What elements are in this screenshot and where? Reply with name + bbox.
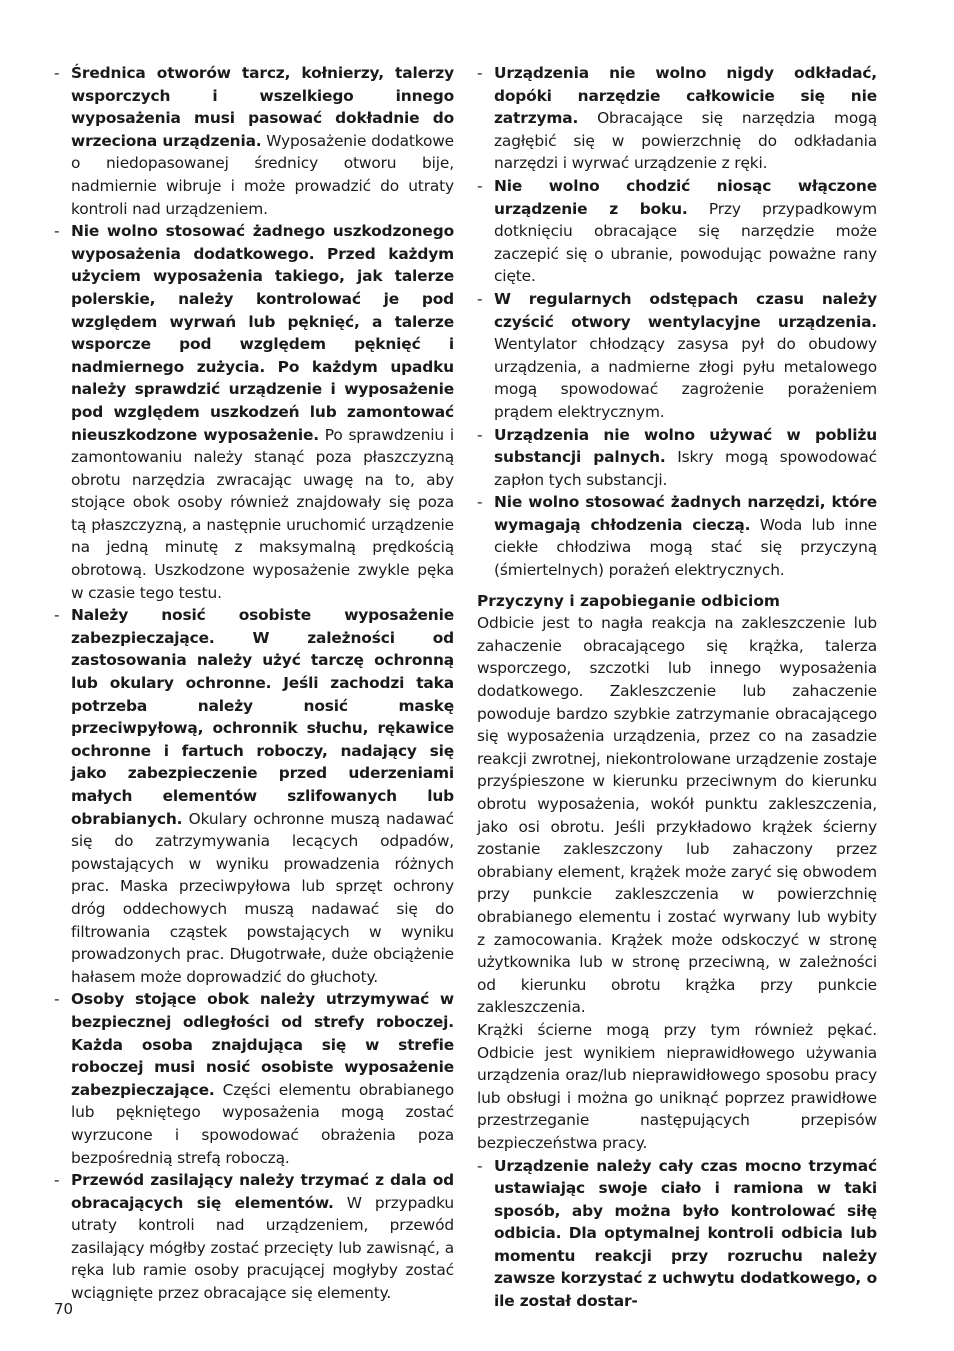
list-item — [54, 1169, 454, 1305]
bullet-dash: - — [54, 606, 60, 625]
item-bold: Nie wolno chodzić niosąc włączone urządzenie z boku. — [494, 176, 877, 218]
bullet-dash: - — [477, 176, 483, 195]
bullet-dash: - — [477, 1156, 483, 1175]
paragraph: Odbicie jest to nagła reakcja na zakleszczenie lub zahaczenie obracającego się krążka, talerza wsporczego, szczotki lub innego wyposażenia dodatkowego. Zakleszczenie lub zahaczenie powoduje bardzo szybkie zatrzymanie obracającego się wyposażenia urządzenia, przez co na zasadzie reakcji zwrotnej, niekontrolowane urządzenie zostaje przyśpieszone w kierunku przeciwnym do kierunku obrotu wyposażenia, wokół punktu zakleszczenia, jako osi obrotu. Jeśli przykładowo krążek ścierny zostanie zakleszczony lub zahaczony przez obrabiany element, krążek może zaryć się obwodem przy punkcie zakleszczenia w powierzchnię obrabianego elementu i zostać wyrwany lub wybity z zamocowania. Krążek może odskoczyć w stronę użytkownika lub w stronę przeciwną, w zależności od kierunku obrotu krążka przy punkcie zakleszczenia. — [477, 614, 877, 1017]
item-bold: Osoby stojące obok należy utrzymywać w bezpiecznej odległości od strefy roboczej. Każda osoba znajdująca się w strefie roboczej musi nosić osobiste wyposażenie zabezpieczające. — [71, 990, 454, 1099]
item-bold: Nie wolno stosować żadnego uszkodzonego wyposażenia dodatkowego. Przed każdym użyciem wyposażenia takiego, jak talerze polerskie, należy kontrolować je pod względem wyrwań lub pęknięć, a talerze wsporcze pod względem pęknięć i nadmiernego zużycia. Po każdym upadku należy sprawdzić urządzenie i wyposażenie pod względem uszkodzeń lub zamontować nieuszkodzone wyposażenie. — [71, 222, 454, 444]
list-item — [477, 424, 877, 492]
item-text: Okulary ochronne muszą nadawać się do zatrzymywania lecących odpadów, powstających w wyniku prowadzenia różnych prac. Maska przeciwpyłowa lub sprzęt ochrony dróg oddechowych muszą nadawać się do filtrowania cząstek powstających w wyniku prowadzonych prac. Długotrwałe, duże obciążenie hałasem może doprowadzić do głuchoty. — [71, 809, 454, 986]
bullet-dash: - — [54, 64, 60, 82]
bullet-dash: - — [477, 493, 483, 512]
item-bold: W regularnych odstępach czasu należy czyścić otwory wentylacyjne urządzenia. — [494, 289, 877, 331]
bullet-dash: - — [477, 64, 483, 82]
item-bold: Średnica otworów tarcz, kołnierzy, talerzy wsporczych i wszelkiego innego wyposażenia musi pasować dokładnie do wrzeciona urządzenia. — [71, 64, 454, 150]
item-bold: Nie wolno stosować żadnych narzędzi, które wymagają chłodzenia cieczą. — [494, 493, 877, 534]
bullet-dash: - — [54, 222, 60, 241]
item-bold: Urządzenia nie wolno używać w pobliżu substancji palnych. — [494, 425, 877, 467]
item-text: W przypadku utraty kontroli nad urządzeniem, przewód zasilający mógłby zostać przecięty lub zawisnąć, a ręka lub ramie osoby pracującej mogłyby zostać wciągnięte przez obracające się elementy. — [71, 1193, 455, 1303]
item-text: Iskry mogą spowodować zapłon tych substancji. — [494, 448, 877, 489]
section-heading: Przyczyny i zapobieganie odbiciom — [477, 591, 780, 610]
list-item — [54, 62, 454, 220]
list-item — [477, 1155, 877, 1313]
list-item — [477, 175, 877, 288]
list-item — [54, 220, 454, 604]
bullet-dash: - — [54, 1171, 60, 1190]
list-item — [54, 988, 454, 1169]
bullet-dash: - — [54, 990, 60, 1009]
right-column — [477, 62, 877, 1313]
item-bold: Urządzenia nie wolno nigdy odkładać, dopóki narzędzie całkowicie się nie zatrzyma. — [494, 64, 877, 128]
item-text: Po sprawdzeniu i zamontowaniu należy stanąć poza płaszczyzną obrotu narzędzia zwracając uwagę na to, aby stojące obok osoby również znajdowały się poza tą płaszczyzną, a następnie uruchomić urządzenie na jedną minutę z maksymalną prędkością obrotową. Uszkodzone wyposażenie zwykle pęka w czasie tego testu. — [71, 425, 454, 602]
list-item — [477, 62, 877, 175]
item-bold: Należy nosić osobiste wyposażenie zabezpieczające. W zależności od zastosowania należy użyć tarczę ochronną lub okulary ochronne. Jeśli zachodzi taka potrzeba należy nosić maskę przeciwpyłową, ochronnik słuchu, rękawice ochronne i fartuch roboczy, nadający się jako zabezpieczenie przed uderzeniami małych elementów szlifowanych lub obrabianych. — [71, 606, 454, 828]
bullet-dash: - — [477, 425, 483, 444]
item-text: Obracające się narzędzia mogą zagłębić się w powierzchnię do odkładania narzędzi i wyrwać urządzenie z ręki. — [494, 109, 877, 173]
item-text: Wentylator chłodzący zasysa pył do obudowy urządzenia, a nadmierne złogi pyłu metalowego mogą spowodować zagrożenie porażeniem prądem elektrycznym. — [494, 335, 877, 421]
item-text: Wyposażenie dodatkowe o niedopasowanej średnicy otworu bije, nadmiernie wibruje i może prowadzić do utraty kontroli nad urządzeniem. — [71, 131, 455, 218]
item-bold: Przewód zasilający należy trzymać z dala od obracających się elementów. — [71, 1171, 454, 1212]
item-text: Przy przypadkowym dotknięciu obracające się narzędzie może zaczepić się o ubranie, powodując poważne rany cięte. — [494, 199, 877, 286]
list-item — [477, 491, 877, 581]
item-text: Woda lub inne ciekłe chłodziwa mogą stać się przyczyną (śmiertelnych) porażeń elektrycznych. — [494, 515, 877, 580]
paragraph: Krążki ścierne mogą przy tym również pękać. Odbicie jest wynikiem nieprawidłowego używania urządzenia oraz/lub nieprawidłowego sposobu pracy lub obsługi i można go uniknąć poprzez prawidłowe przestrzeganie następujących przepisów bezpieczeństwa pracy. — [477, 1020, 877, 1152]
item-text: Części elementu obrabianego lub pękniętego wyposażenia mogą zostać wyrzucone i spowodować obrażenia poza bezpośrednią strefą roboczą. — [71, 1080, 454, 1167]
page-number: 70 — [54, 1300, 74, 1318]
list-item — [477, 288, 877, 424]
item-bold: Urządzenie należy cały czas mocno trzymać ustawiając swoje ciało i ramiona w taki sposób, aby można było kontrolować siłę odbicia. Dla optymalnej kontroli odbicia lub momentu reakcji przy rozruchu należy zawsze korzystać z uchwytu dodatkowego, o ile został dostar- — [494, 1156, 877, 1311]
left-column — [54, 62, 454, 1305]
bullet-dash: - — [477, 289, 483, 308]
list-item — [54, 604, 454, 988]
